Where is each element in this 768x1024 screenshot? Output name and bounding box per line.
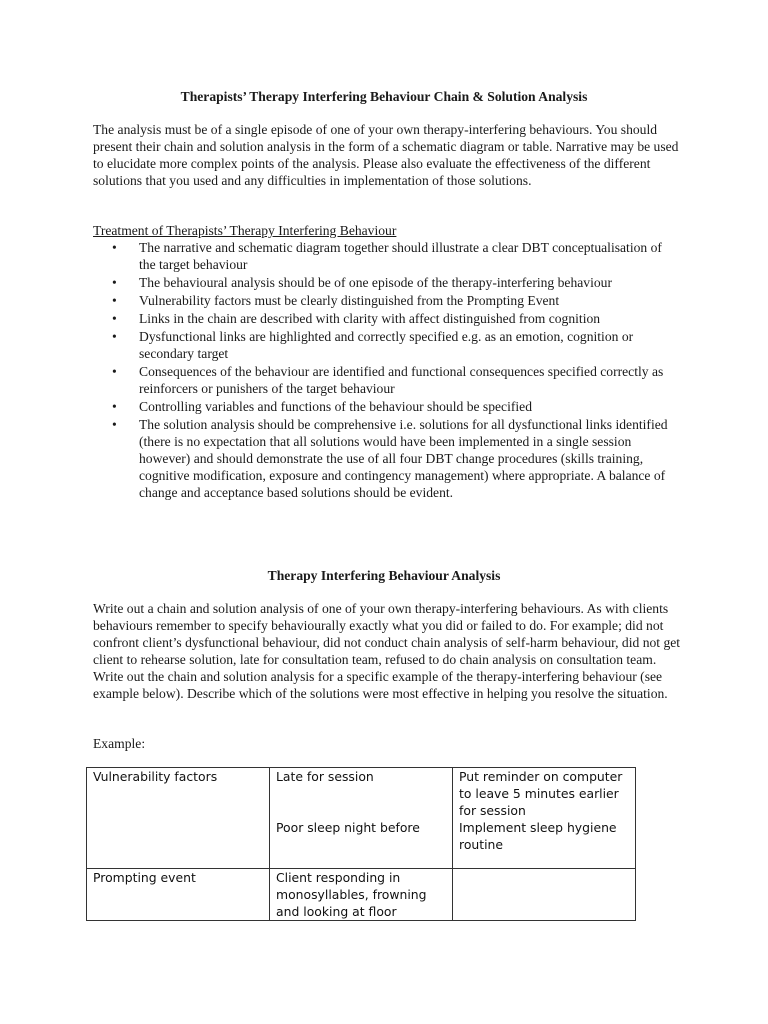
- bullet-icon: •: [112, 275, 117, 290]
- list-item-text: The narrative and schematic diagram together should illustrate a clear DBT conceptualisation of the target behaviour: [139, 240, 662, 272]
- document-title: Therapists’ Therapy Interfering Behaviour Chain & Solution Analysis: [180, 89, 588, 104]
- list-item-text: The behavioural analysis should be of one episode of the therapy-interfering behaviour: [139, 275, 612, 290]
- list-item: [112, 398, 672, 415]
- bullet-icon: •: [112, 399, 117, 414]
- table-cell-factors: [270, 768, 453, 869]
- treatment-criteria-list: [112, 239, 672, 502]
- list-item: [112, 310, 672, 327]
- list-item-text: Controlling variables and functions of the behaviour should be specified: [139, 399, 532, 414]
- list-item: [112, 274, 672, 291]
- bullet-icon: •: [112, 293, 117, 308]
- table-cell-solutions: [453, 869, 636, 921]
- list-item-text: Consequences of the behaviour are identified and functional consequences specified correctly as reinforcers or punishers of the target behaviour: [139, 364, 664, 396]
- example-table: [86, 767, 636, 921]
- table-row: [87, 869, 636, 921]
- list-item: [112, 416, 672, 501]
- list-item: [112, 292, 672, 309]
- list-item: [112, 328, 672, 362]
- bullet-icon: •: [112, 240, 117, 255]
- bullet-icon: •: [112, 364, 117, 379]
- intro-paragraph: The analysis must be of a single episode of one of your own therapy-interfering behaviours. You should present their chain and solution analysis in the form of a schematic diagram or table. Narrative may be used to elucidate more complex points of the analysis. Please also evaluate the effectiveness of the different solutions that you used and any difficulties in implementation of those solutions.: [93, 122, 679, 188]
- table-cell-label: Prompting event: [87, 869, 270, 921]
- table-cell-solutions: [453, 768, 636, 869]
- bullet-icon: •: [112, 311, 117, 326]
- table-cell-label: Vulnerability factors: [87, 768, 270, 869]
- table-cell-factors: Client responding in monosyllables, frowning and looking at floor: [270, 869, 453, 921]
- factor-text: Late for session: [276, 769, 374, 784]
- list-item-text: Dysfunctional links are highlighted and correctly specified e.g. as an emotion, cognition or secondary target: [139, 329, 634, 361]
- list-item: [112, 239, 672, 273]
- solution-text: Implement sleep hygiene routine: [459, 820, 617, 852]
- list-item-text: Vulnerability factors must be clearly distinguished from the Prompting Event: [139, 293, 560, 308]
- example-label: Example:: [93, 736, 146, 751]
- factor-text: Poor sleep night before: [276, 820, 420, 835]
- table-row: [87, 768, 636, 869]
- analysis-paragraph: Write out a chain and solution analysis of one of your own therapy-interfering behaviours. As with clients behaviours remember to specify behaviourally exactly what you did or failed to do. For example; did not confront client’s dysfunctional behaviour, did not conduct chain analysis of self-harm behaviour, did not get client to rehearse solution, late for consultation team, refused to do chain analysis on consultation team. Write out the chain and solution analysis for a specific example of the therapy-interfering behaviour (see example below). Describe which of the solutions were most effective in helping you resolve the situation.: [93, 601, 681, 701]
- bullet-icon: •: [112, 329, 117, 344]
- bullet-icon: •: [112, 417, 117, 432]
- solution-text: Put reminder on computer to leave 5 minutes earlier for session: [459, 769, 623, 818]
- list-item: [112, 363, 672, 397]
- analysis-title: Therapy Interfering Behaviour Analysis: [267, 568, 501, 583]
- list-item-text: Links in the chain are described with clarity with affect distinguished from cognition: [139, 311, 601, 326]
- list-item-text: The solution analysis should be comprehensive i.e. solutions for all dysfunctional links identified (there is no expectation that all solutions would have been implemented in a single session however) and should demonstrate the use of all four DBT change procedures (skills training, cognitive modification, exposure and contingency management) where appropriate. A balance of change and acceptance based solutions should be evident.: [139, 417, 668, 500]
- treatment-heading: Treatment of Therapists’ Therapy Interfering Behaviour: [93, 223, 397, 238]
